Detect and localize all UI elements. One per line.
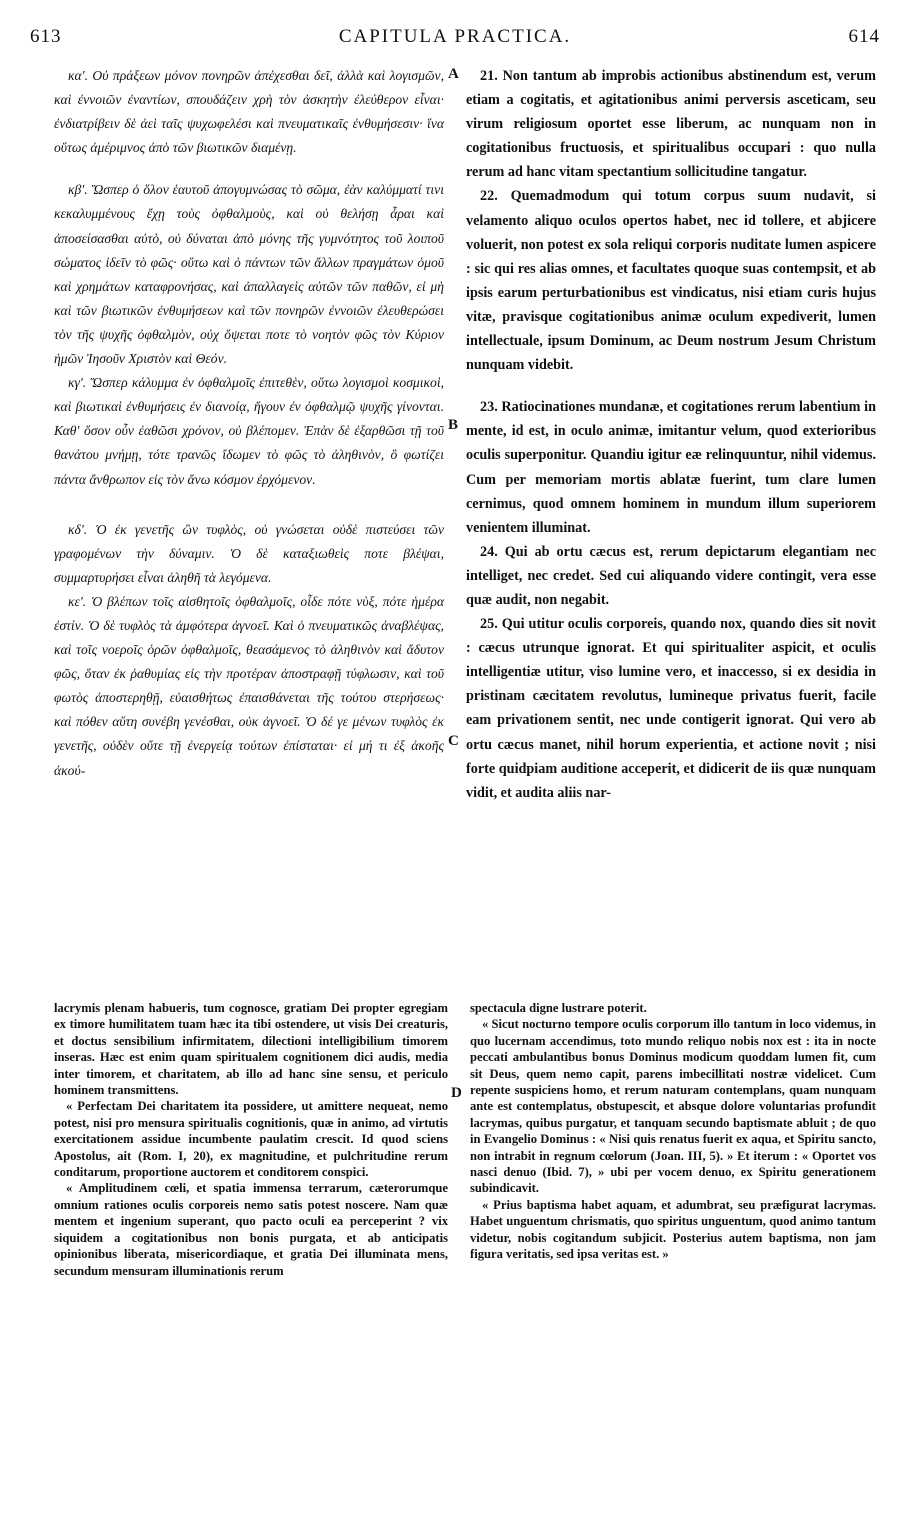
latin-chapter-24: 24. Qui ab ortu cæcus est, rerum depictarum elegantiam nec intelliget, nec credet. Sed cui aliquando videre contingit, vera esse quæ audit, non negabit. [466,543,876,608]
latin-column [466,64,876,805]
greek-column [54,64,444,783]
greek-chapter-24: κδ'. Ὁ ἐκ γενετῆς ὢν τυφλὸς, οὐ γνώσεται οὐδὲ πιστεύσει τῶν γραφομένων τὴν δύναμιν. Ὁ δὲ καταξιωθεὶς ποτε βλέψαι, συμμαρτυρήσει εἶναι ἀληθῆ τὰ λεγόμενα. [54,521,444,585]
running-title: CAPITULA PRACTICA. [338,26,572,47]
note-right-3: « Prius baptisma habet aquam, et adumbrat, seu præfigurat lacrymas. Habet unguentum chrismatis, quo spiritus unguentum, quod animo tantum videtur, nobis cogitandum subjicit. Posterius autem baptisma, non jam figura veritatis, sed ipsa veritas est. » [470,1197,876,1262]
page-number-left: 613 [30,26,62,47]
greek-chapter-21: κα'. Οὐ πράξεων μόνον πονηρῶν ἀπέχεσθαι δεῖ, ἀλλὰ καὶ λογισμῶν, καὶ ἐννοιῶν ἐναντίων, σπουδάζειν χρὴ τὸν ἀσκητὴν ἐλεύθερον εἶναι· ἐνδιατρίβειν δὲ ἀεὶ ταῖς ψυχωφελέσι καὶ πνευματικαῖς ἐνθυμήσεσιν· ἵνα οὕτως ἀμέριμνος ἀπὸ τῶν βιωτικῶν διαμένῃ. [54,68,444,156]
notes-left-column [54,1000,448,1279]
margin-letter-c: C [448,733,459,749]
note-left-2: « Perfectam Dei charitatem ita possidere, ut amittere nequeat, nemo potest, nisi pro mensura spiritualis cognitionis, quæ in animo, ad virtutis exercitationem assidue incumbente paulatim crescit. Id quod sciens Apostolus, ait (Rom. I, 20), ex magnitudine, et pulchritudine rerum conditarum, proportione auctorem et conditorem conspici. [54,1099,448,1180]
greek-chapter-23: κγ'. Ὥσπερ κάλυμμα ἐν ὀφθαλμοῖς ἐπιτεθὲν, οὕτω λογισμοὶ κοσμικοὶ, καὶ βιωτικαὶ ἐνθυμήσεις ἐν διανοίᾳ, ἤγουν ἐν ὀφθαλμῷ ψυχῆς γίνονται. Καθ' ὅσον οὖν ἐαθῶσι χρόνον, οὐ βλέπομεν. Ἐπὰν δὲ ἐξαρθῶσι τῇ τοῦ θανάτου μνήμῃ, τότε τρανῶς ἴδωμεν τὸ φῶς τὸ ἀληθινὸν, ὃ φωτίζει πάντα ἄνθρωπον εἰς τὸν ἄνω κόσμον ἐρχόμενον. [54,375,444,487]
note-right-2: « Sicut nocturno tempore oculis corporum illo tantum in loco videmus, in quo lucernam accendimus, toto mundo reliquo nobis nox est : ita in nocte peccati ambulantibus bonus Dominus modicum quoddam lumen fit, cum sit Deus, quem nemo capit, parens imbecillitati nostræ videlicet. Cum repente suspiciens homo, et rerum naturam contemplans, quam nunquam ante est contemplatus, obstupescit, et absque dolore voluntarias profundit lacrymas, quibus purgatur, et tanquam secundo baptismate abluit ; de quo in Evangelio Dominus : « Nisi quis renatus fuerit ex aqua, et Spiritu sancto, non intrabit in regnum cœlorum (Joan. III, 5). » Et iterum : « Oportet vos nasci denuo (Ibid. 7), » ubi per vocem denuo, ex Spiritu generationem subindicavit. [470,1017,876,1196]
greek-chapter-22: κβ'. Ὥσπερ ὁ ὅλον ἑαυτοῦ ἀπογυμνώσας τὸ σῶμα, ἐὰν καλύμματί τινι κεκαλυμμένους ἔχῃ τοὺς ὀφθαλμοὺς, καὶ οὐ θελήσῃ ἆραι καὶ ἀποσείσασθαι αὐτὸ, οὐ δύναται ἀπὸ μόνης τῆς γυμνότητος τοῦ λοιποῦ σώματος ἰδεῖν τὸ φῶς· οὕτω καὶ ὁ πάντων τῶν ἄλλων πραγμάτων ὁμοῦ καὶ χρημάτων καταφρονήσας, καὶ ἀπαλλαγεὶς αὐτῶν τῶν παθῶν, εἰ μὴ καὶ τῶν βιωτικῶν ἐνθυμήσεων καὶ τῶν πονηρῶν ἐννοιῶν ἐλευθερώσει τὸν τῆς ψυχῆς ὀφθαλμὸν, οὐχ ὄψεται ποτε τὸ νοητὸν φῶς τὸν Κύριον ἡμῶν Ἰησοῦν Χριστὸν καὶ Θεόν. [54,182,444,367]
latin-chapter-22: 22. Quemadmodum qui totum corpus suum nudavit, si velamento aliquo oculos opertos habet, nec id tollere, et abjicere voluerit, non potest ex sola reliqui corporis nuditate lumen aspicere : sic qui res alias omnes, et facultates quoque suas contempsit, et ab ipsis earum perturbationibus est vindicatus, nisi etiam curis hujus vitæ, pravisque cogitationibus animæ oculum expediverit, lumen intellectuale, ipsum Dominum, ac Deum nostrum Jesum Christum nunquam videbit. [466,188,876,374]
note-right-1: spectacula digne lustrare poterit. [470,1001,647,1015]
latin-chapter-21: 21. Non tantum ab improbis actionibus abstinendum est, verum etiam a cogitatis, et agitationibus animi perversis asceticam, seu virum religiosum oportet esse liberum, ac nunquam non in cogitationibus fructuosis, et spiritualibus occupari : quo nulla rerum ad hanc vitam spectantium sollicitudine tangatur. [466,68,876,181]
page-number-right: 614 [848,26,880,47]
notes-right-column [470,1000,876,1263]
note-left-3: « Amplitudinem cœli, et spatia immensa terrarum, cæterorumque omnium rationes oculis corporeis nemo satis potest noscere. Nam quæ mentem et ingenium superant, quo pacto oculi ea perceperint ? vix siquidem a cogitationibus non bonis purgata, et ab anticipatis opinionibus liberata, misericordiaque, et gratia Dei illuminata mens, secundum mensuram illuminationis rerum [54,1181,448,1278]
note-left-1: lacrymis plenam habueris, tum cognosce, gratiam Dei propter egregiam ex timore humilitatem tuam hæc ita tibi ostendere, ut visis Dei creaturis, et doctus sensibilium infirmitatem, dilectioni intelligibilium timorem inseras. Hæc est enim quam spiritualem cognitionem dici audis, media inter timorem, et charitatem, ab illo ad hanc sine sensu, et periculo hominem transmittens. [54,1001,448,1098]
latin-chapter-25: 25. Qui utitur oculis corporeis, quando nox, quando dies sit novit : cæcus utrunque ignorat. Et qui spiritualiter aspicit, et oculis intelligentiæ utitur, viso lumine vero, et inaccesso, si ex desidia in pristinam cæcitatem revolutus, lumineque privatus fuerit, facile eam privationem sentit, nec unde contigerit ignorat. Qui vero ab ortu cæcus manet, nihil horum experientia, et actione novit ; nisi forte quidpiam auditione acceperit, et didicerit de iis quæ nunquam vidit, et audita aliis nar- [466,616,876,801]
latin-chapter-23: 23. Ratiocinationes mundanæ, et cogitationes rerum labentium in mente, id est, in oculo animæ, imitantur velum, quod exterioribus oculis superponitur. Quandiu igitur eæ relinquuntur, nihil videmus. Cum per memoriam mortis ablatæ fuerint, tum clare lumen cernimus, quod omnem hominem in mundum illum superiorem venientem illuminat. [466,399,876,536]
running-header [30,26,880,56]
margin-letter-d: D [451,1085,462,1101]
margin-letter-a: A [448,66,459,82]
margin-letter-b: B [448,417,459,433]
greek-chapter-25: κε'. Ὁ βλέπων τοῖς αἰσθητοῖς ὀφθαλμοῖς, οἶδε πότε νὺξ, πότε ἡμέρα ἐστίν. Ὁ δὲ τυφλὸς τὰ ἀμφότερα ἀγνοεῖ. Καὶ ὁ πνευματικῶς ἀναβλέψας, καὶ τοῖς νοεροῖς ὁρῶν ὀφθαλμοῖς, θεασάμενος τὸ ἀληθινὸν καὶ ἄδυτον φῶς, ὅταν ἐκ ῥαθυμίας εἰς τὴν προτέραν ἀποστραφῇ τύφλωσιν, καὶ τοῦ φωτὸς ἀποστερηθῇ, εὐαισθήτως ἐπαισθάνεται τῆς τούτου στερήσεως· καὶ πόθεν αὕτη συνέβη γενέσθαι, οὐκ ἀγνοεῖ. Ὁ δέ γε μένων τυφλὸς ἐκ γενετῆς, οὐδὲν οὔτε τῇ ἐνεργείᾳ τούτων ἐπίσταται· εἰ μή τι ἐξ ἀκοῆς ἀκού- [54,593,444,778]
